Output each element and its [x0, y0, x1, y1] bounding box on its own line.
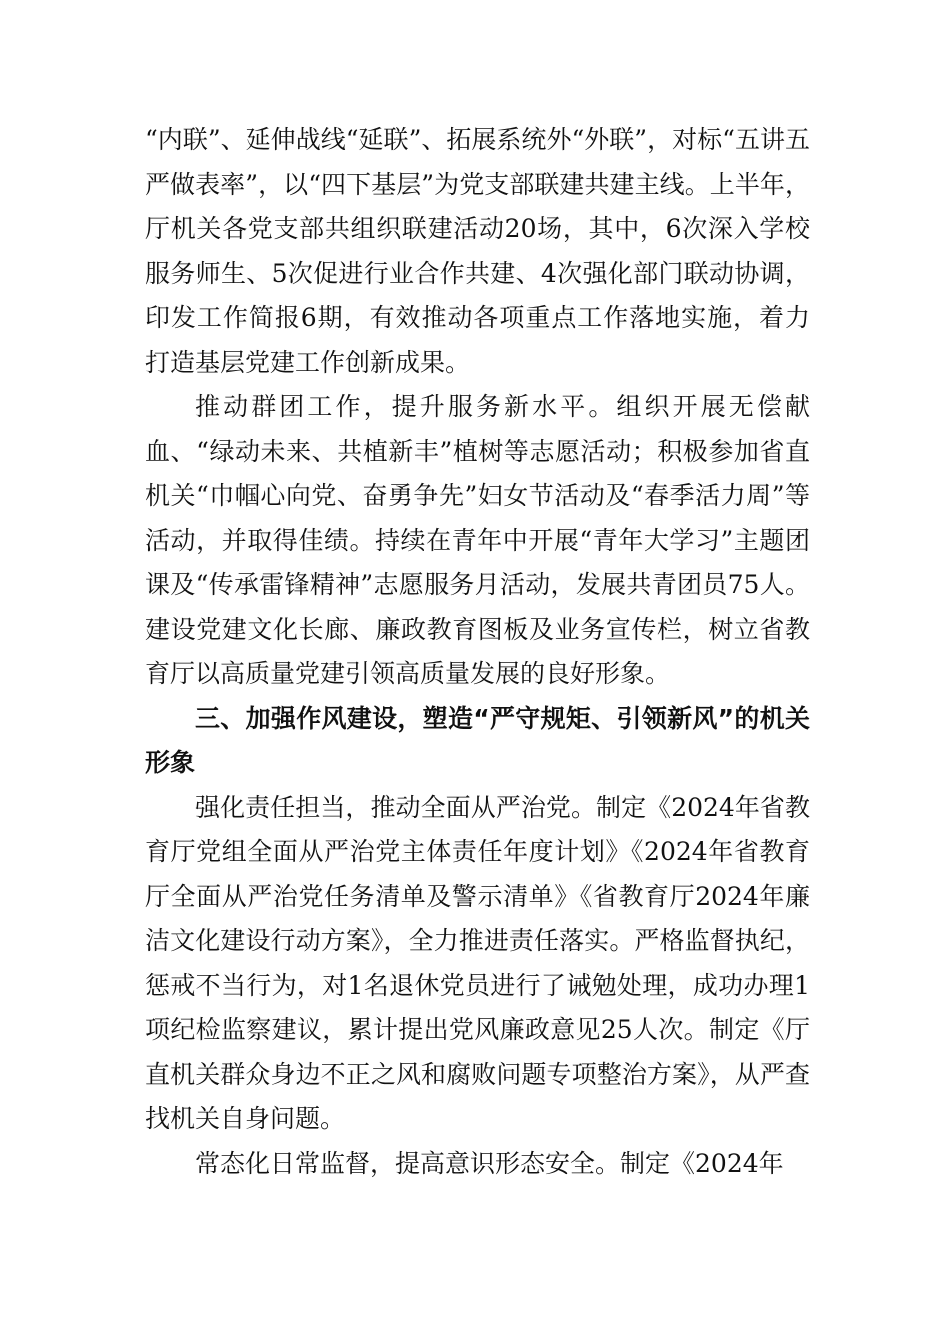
document-page	[145, 118, 810, 1186]
paragraph-supervision: 常态化日常监督，提高意识形态安全。制定《2024年	[195, 1148, 784, 1178]
paragraph-group-work: 推动群团工作，提升服务新水平。组织开展无偿献血、“绿动未来、共植新丰”植树等志愿活动；积极参加省直机关“巾帼心向党、奋勇争先”妇女节活动及“春季活力周”等活动，并取得佳绩。持续在青年中开展“青年大学习”主题团课及“传承雷锋精神”志愿服务月活动，发展共青团员75人。建设党建文化长廊、廉政教育图板及业务宣传栏，树立省教育厅以高质量党建引领高质量发展的良好形象。	[145, 392, 810, 688]
paragraph-continuation: “内联”、延伸战线“延联”、拓展系统外“外联”，对标“五讲五严做表率”，以“四下基层”为党支部联建共建主线。上半年，厅机关各党支部共组织联建活动20场，其中，6次深入学校服务师生、5次促进行业合作共建、4次强化部门联动协调，印发工作简报6期，有效推动各项重点工作落地实施，着力打造基层党建工作创新成果。	[145, 125, 810, 377]
section-heading: 三、加强作风建设，塑造“严守规矩、引领新风”的机关形象	[145, 703, 810, 777]
paragraph-responsibility: 强化责任担当，推动全面从严治党。制定《2024年省教育厅党组全面从严治党主体责任年度计划》《2024年省教育厅全面从严治党任务清单及警示清单》《省教育厅2024年廉洁文化建设行动方案》，全力推进责任落实。严格监督执纪，惩戒不当行为，对1名退休党员进行了诫勉处理，成功办理1项纪检监察建议，累计提出党风廉政意见25人次。制定《厅直机关群众身边不正之风和腐败问题专项整治方案》，从严查找机关自身问题。	[145, 792, 810, 1133]
